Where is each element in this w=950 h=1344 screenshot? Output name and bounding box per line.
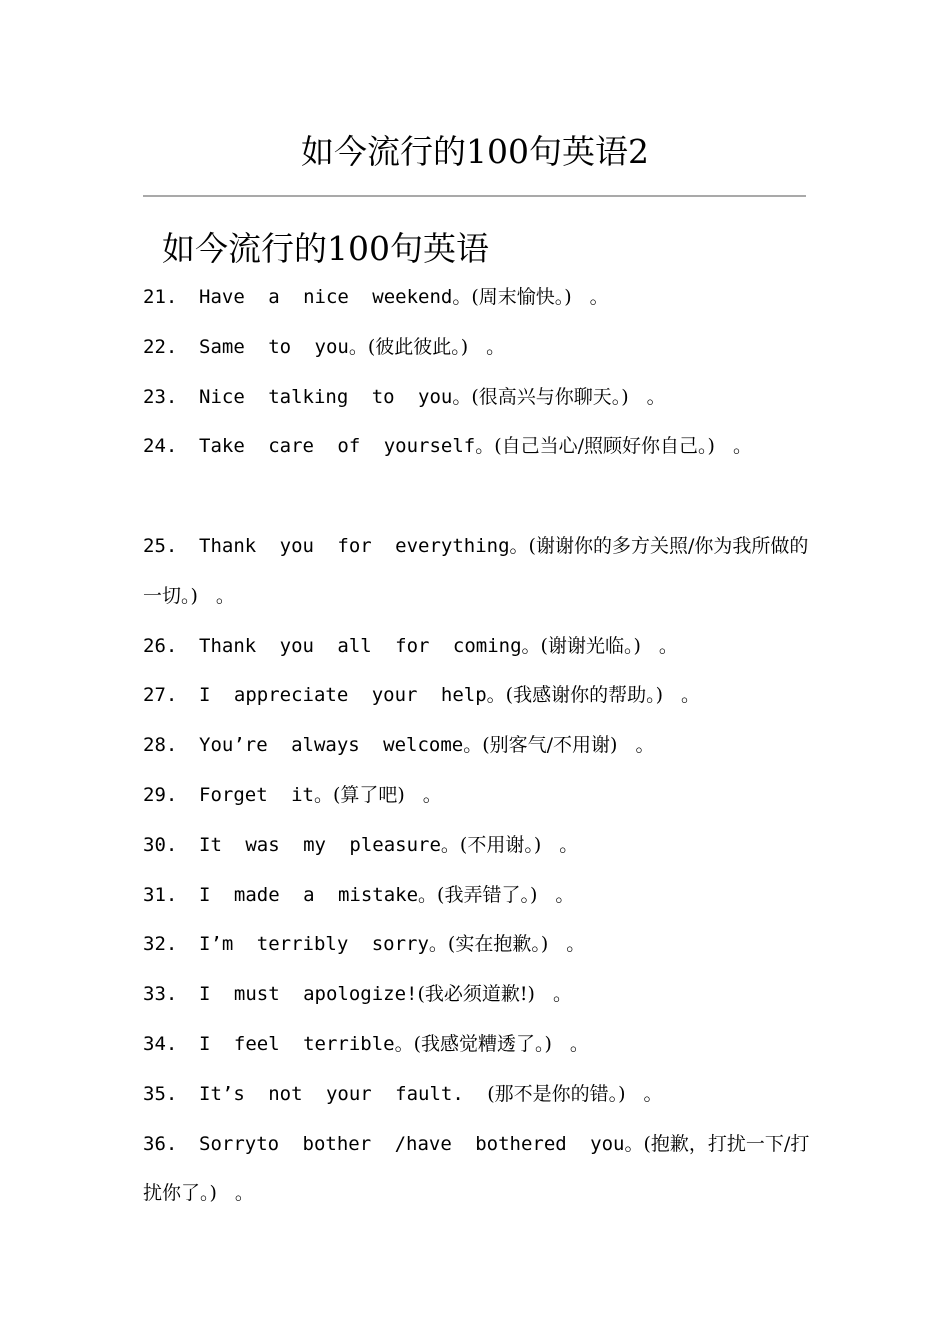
phrase-entry-27: 27. I appreciate your help。(我感谢你的帮助。) 。 <box>143 684 701 707</box>
phrase-entry-29: 29. Forget it。(算了吧) 。 <box>143 783 442 806</box>
phrase-entry-21: 21. Have a nice weekend。(周末愉快。) 。 <box>143 286 609 308</box>
phrase-entry-25: 25. Thank you for everything。(谢谢你的多方关照/你为我所做的一切。) 。 <box>143 534 809 607</box>
phrase-entry-36: 36. Sorryto bother /have bothered you。(抱歉，打扰一下/打扰你了。) 。 <box>143 1132 810 1205</box>
title-divider <box>143 195 806 197</box>
phrase-entry-28: 28. You’re always welcome。(别客气/不用谢) 。 <box>143 734 655 757</box>
phrase-entry-34: 34. I feel terrible。(我感觉糟透了。) 。 <box>143 1032 589 1055</box>
section-heading: 如今流行的100句英语 <box>162 229 489 268</box>
phrase-entry-26: 26. Thank you all for coming。(谢谢光临。) 。 <box>143 634 678 657</box>
phrase-entry-31: 31. I made a mistake。(我弄错了。) 。 <box>143 883 575 906</box>
phrase-entry-33: 33. I must apologize!(我必须道歉!) 。 <box>143 983 572 1006</box>
phrase-entry-24: 24. Take care of yourself。(自己当心/照顾好你自己。) 。 <box>143 435 752 458</box>
phrase-entry-35: 35. It’s not your fault. (那不是你的错。) 。 <box>143 1082 663 1105</box>
phrase-list <box>143 273 823 1219</box>
phrase-entry-23: 23. Nice talking to you。(很高兴与你聊天。) 。 <box>143 385 666 408</box>
document-title: 如今流行的100句英语2 <box>301 132 649 171</box>
phrase-entry-22: 22. Same to you。(彼此彼此。) 。 <box>143 335 506 358</box>
phrase-entry-32: 32. I’m terribly sorry。(实在抱歉。) 。 <box>143 933 586 956</box>
phrase-entry-30: 30. It was my pleasure。(不用谢。) 。 <box>143 833 579 856</box>
